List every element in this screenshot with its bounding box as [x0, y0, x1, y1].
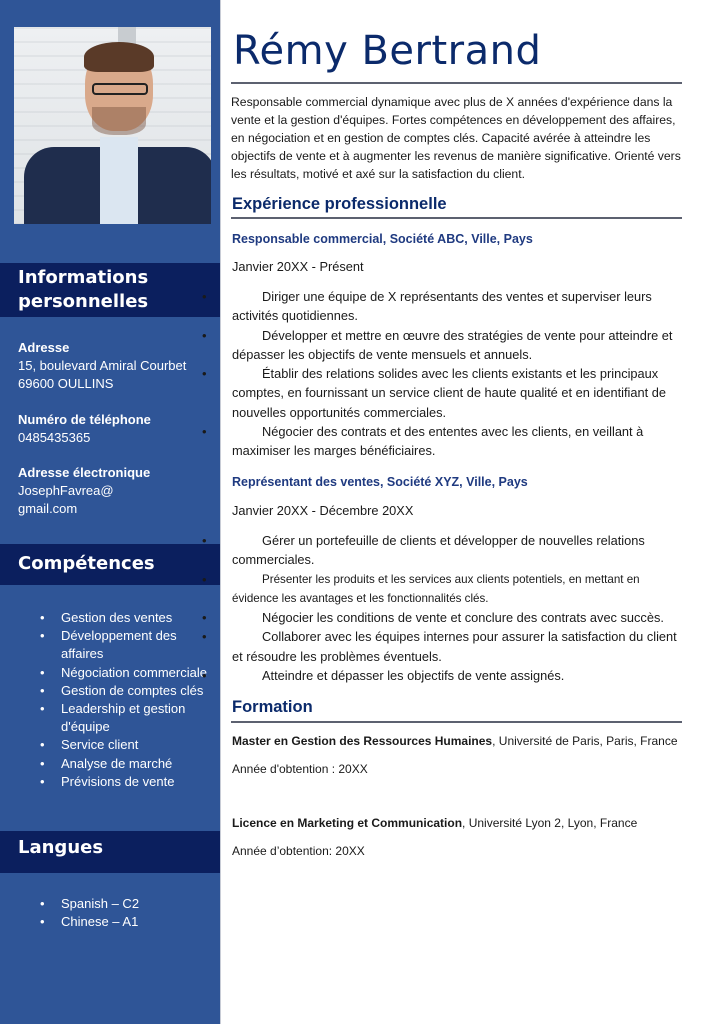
skill-item: • Prévisions de vente [0, 773, 220, 791]
divider [231, 82, 682, 84]
divider [231, 721, 682, 723]
phone-block [18, 411, 151, 447]
profile-photo [14, 27, 211, 224]
address-block [18, 339, 186, 393]
language-item: • Spanish – C2 [0, 895, 220, 913]
languages-list [0, 895, 220, 931]
skill-item: • Gestion des ventes [0, 609, 220, 627]
skill-item: • Analyse de marché [0, 755, 220, 773]
job-bullet: • Négocier des contrats et des ententes avec les clients, en veillant à maximiser les marges bénéficiaires. [232, 422, 678, 461]
phone-label: Numéro de téléphone [18, 412, 151, 427]
candidate-name: Rémy Bertrand [233, 28, 542, 74]
job-bullet: • Négocier les conditions de vente et conclure des contrats avec succès. [232, 608, 678, 627]
photo-jacket-left [24, 147, 110, 224]
graduation-year: Année d’obtention: 20XX [232, 844, 365, 858]
language-item: • Chinese – A1 [0, 913, 220, 931]
job-title: Représentant des ventes, Société XYZ, Ville, Pays [232, 475, 528, 489]
phone-value: 0485435365 [18, 430, 91, 445]
section-title-languages: Langues [0, 831, 220, 873]
job-dates: Janvier 20XX - Décembre 20XX [232, 503, 414, 518]
address-line-2: 69600 OULLINS [18, 376, 114, 391]
graduation-year: Année d'obtention : 20XX [232, 762, 368, 776]
photo-hair [84, 42, 154, 72]
job-dates: Janvier 20XX - Présent [232, 259, 364, 274]
job-bullet: • Développer et mettre en œuvre des stratégies de vente pour atteindre et dépasser les objectifs de vente mensuels et annuels. [232, 326, 678, 365]
divider [231, 217, 682, 219]
school-name: , Université de Paris, Paris, France [492, 734, 678, 748]
photo-glasses [92, 83, 148, 95]
education-entry [232, 815, 637, 831]
profile-summary: Responsable commercial dynamique avec plus de X années d'expérience dans la vente et la gestion d'équipes. Fortes compétences en développement des affaires, en négociation et en gestion de comptes clés. Capacité avérée à atteindre les objectifs de vente et à augmenter les revenus de manière significative. Orienté vers les résultats, motivé et axé sur la satisfaction du client. [231, 95, 681, 181]
email-label: Adresse électronique [18, 465, 151, 480]
section-title-education: Formation [232, 698, 313, 716]
job-title: Responsable commercial, Société ABC, Ville, Pays [232, 232, 533, 246]
job-bullets [232, 531, 678, 685]
skill-item: • Gestion de comptes clés [0, 682, 220, 700]
section-title-skills: Compétences [0, 544, 220, 585]
skills-list [0, 609, 220, 791]
email-line-1: JosephFavrea@ [18, 483, 114, 498]
skill-item: • Leadership et gestion d'équipe [0, 700, 220, 736]
photo-jacket-right [130, 147, 211, 224]
section-title-experience: Expérience professionnelle [232, 195, 447, 213]
job-bullet: • Diriger une équipe de X représentants des ventes et superviser leurs activités quotidiennes. [232, 287, 678, 326]
degree-name: Licence en Marketing et Communication [232, 816, 463, 830]
school-name: , Université Lyon 2, Lyon, France [462, 816, 638, 830]
photo-shirt [100, 137, 138, 224]
email-line-2: gmail.com [18, 501, 78, 516]
section-title-personal-info: Informations personnelles [0, 263, 220, 317]
skill-item: • Négociation commerciale [0, 664, 220, 682]
job-bullets [232, 287, 678, 461]
sidebar [0, 0, 221, 1024]
photo-beard [92, 107, 146, 135]
education-entry [232, 733, 678, 749]
degree-name: Master en Gestion des Ressources Humaines [232, 734, 493, 748]
email-block [18, 464, 150, 518]
job-bullet: • Établir des relations solides avec les clients existants et les principaux comptes, en fournissant un service client de haute qualité et en identifiant de nouvelles opportunités commerciales. [232, 364, 678, 422]
address-label: Adresse [18, 340, 70, 355]
job-bullet: • Présenter les produits et les services aux clients potentiels, en mettant en évidence les avantages et les fonctionnalités clés. [232, 570, 678, 609]
skill-item: • Développement des affaires [0, 627, 220, 663]
job-bullet: • Collaborer avec les équipes internes pour assurer la satisfaction du client et résoudre les problèmes éventuels. [232, 627, 678, 666]
job-bullet: • Atteindre et dépasser les objectifs de vente assignés. [232, 666, 678, 685]
skill-item: • Service client [0, 736, 220, 754]
address-line-1: 15, boulevard Amiral Courbet [18, 358, 187, 373]
job-bullet: • Gérer un portefeuille de clients et développer de nouvelles relations commerciales. [232, 531, 678, 570]
